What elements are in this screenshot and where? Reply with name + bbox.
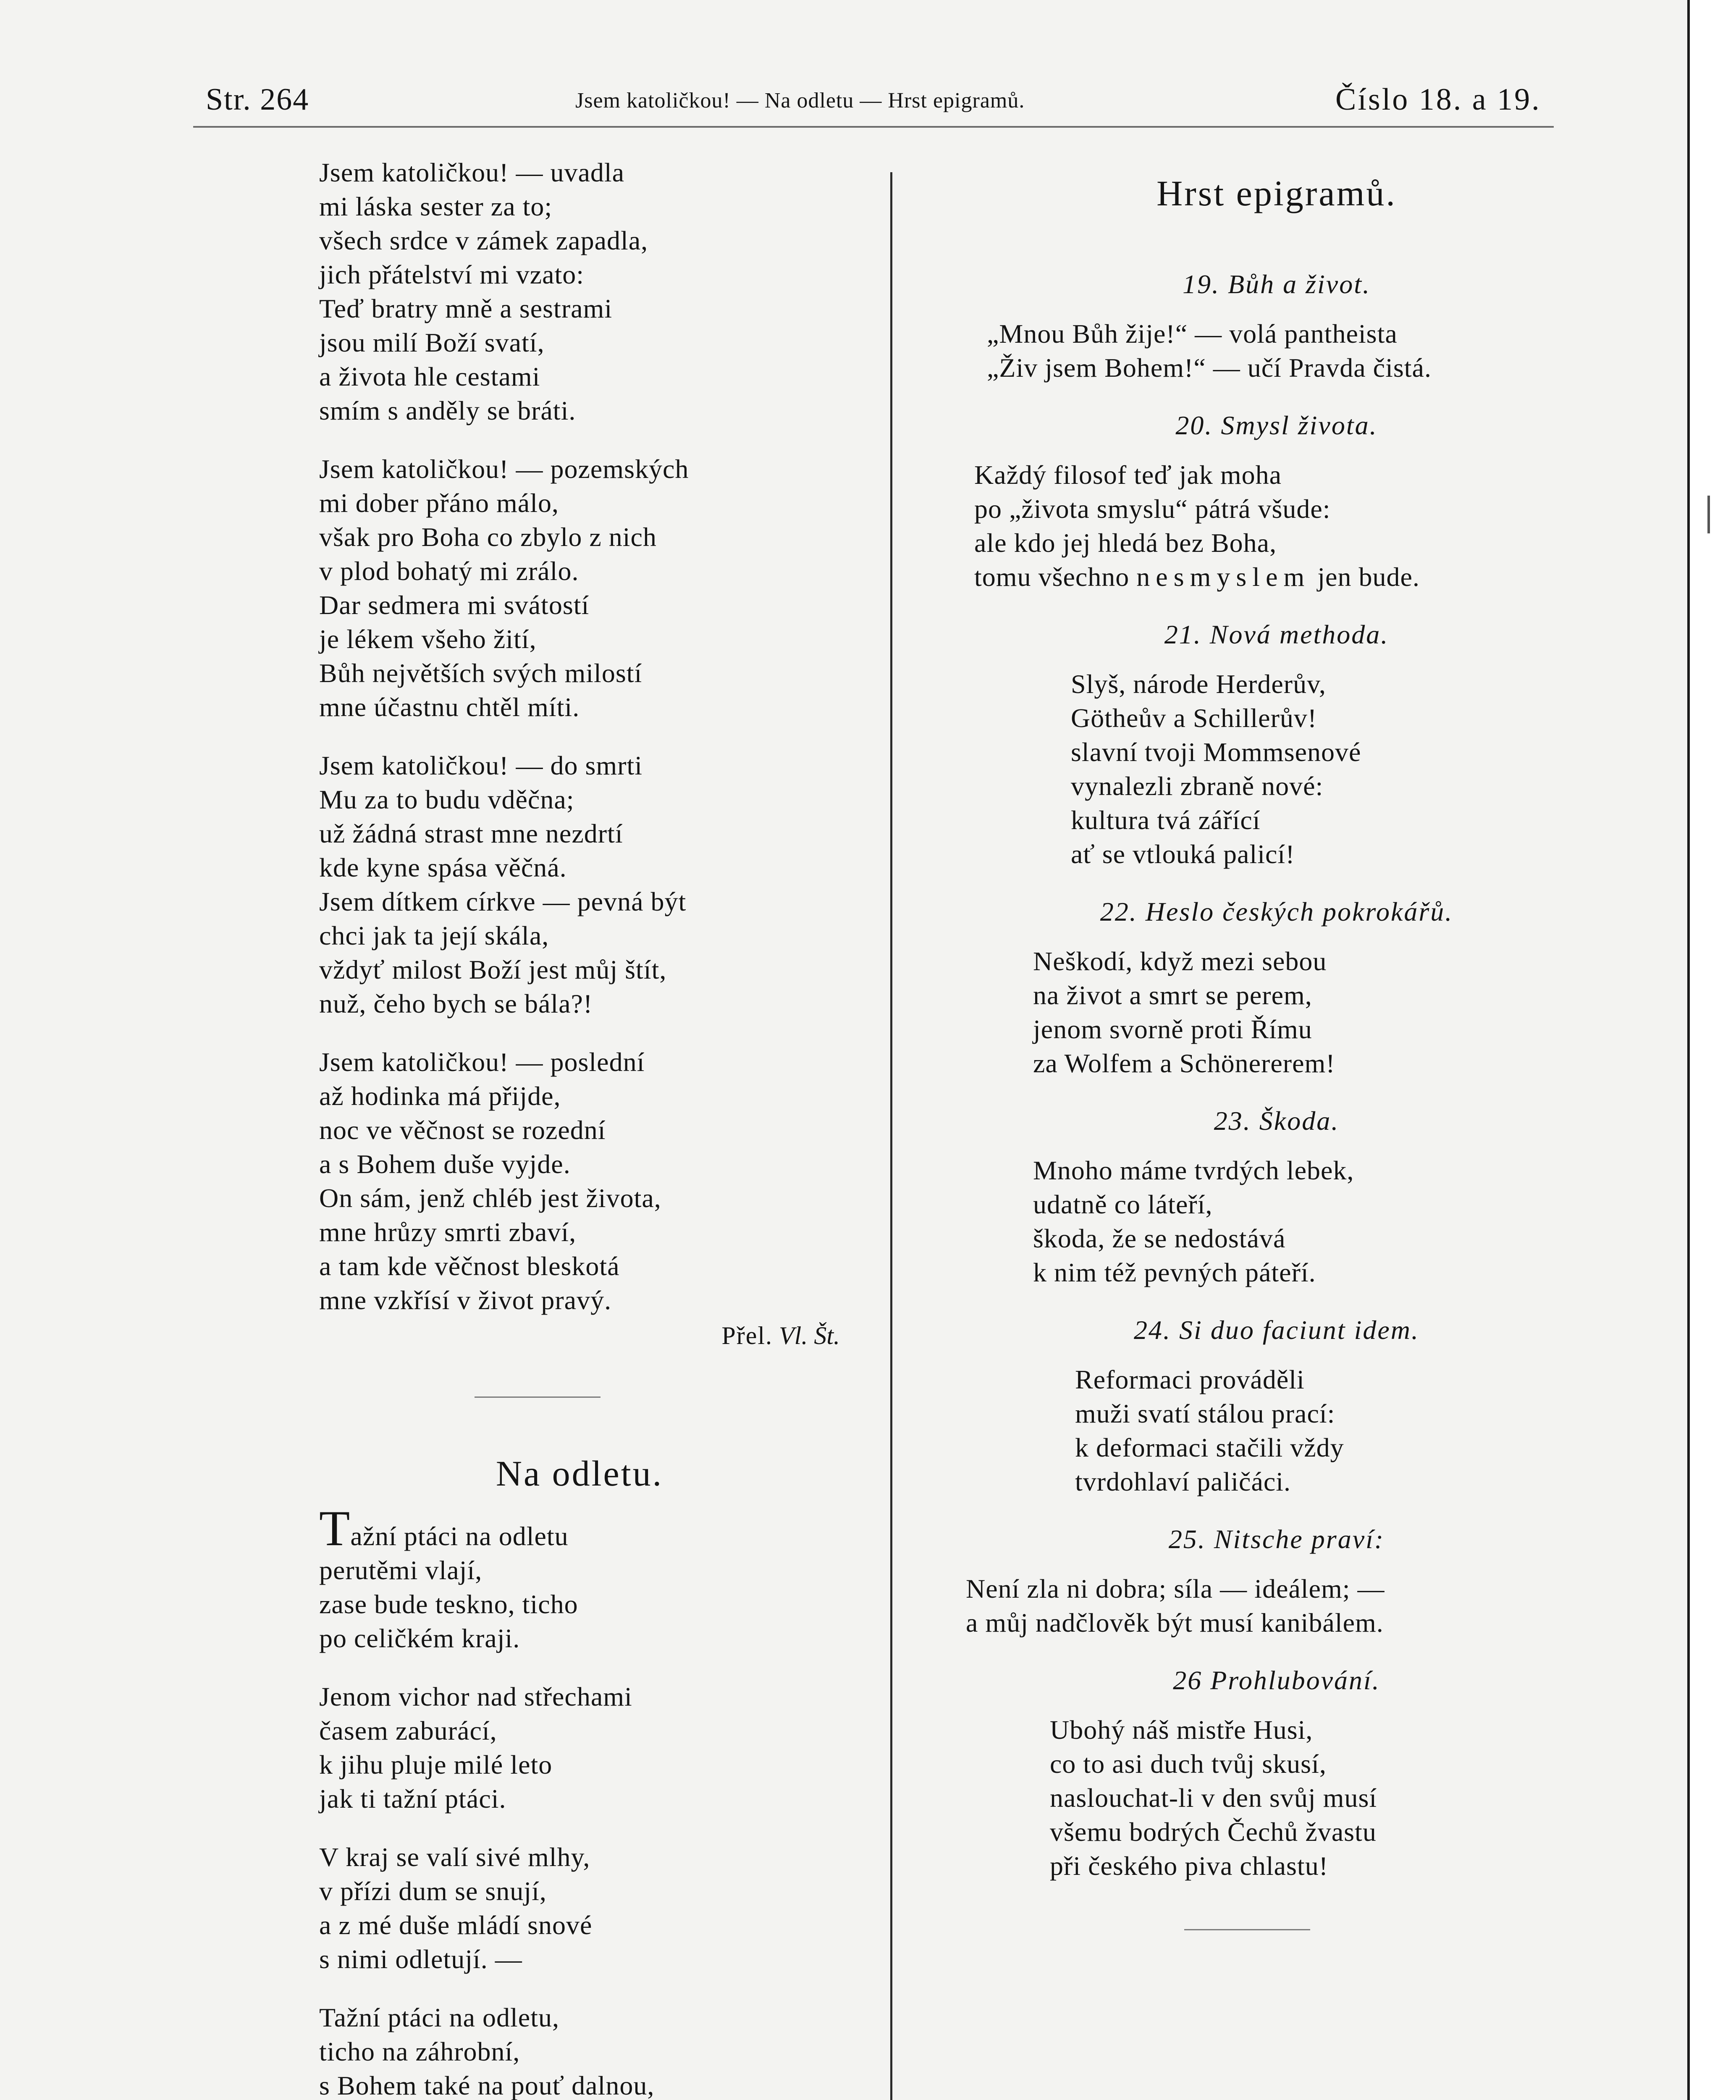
poem-line: V kraj se valí sivé mlhy,	[319, 1842, 590, 1872]
epigram-line: za Wolfem a Schönererem!	[1033, 1048, 1335, 1078]
page-number: Str. 264	[206, 82, 309, 117]
poem-line: mne účastnu chtěl míti.	[319, 692, 580, 722]
epigram-19	[962, 269, 1592, 385]
emphasized-word: nesmyslem	[1136, 562, 1311, 592]
poem-line: a života hle cestami	[319, 362, 540, 391]
poem-line: k jihu pluje milé leto	[319, 1750, 553, 1780]
poem-line: jich přátelství mi vzato:	[319, 260, 585, 289]
poem-line: a s Bohem duše vyjde.	[319, 1149, 571, 1179]
epigram-line: naslouchat-li v den svůj musí	[1050, 1783, 1377, 1813]
section-separator	[475, 1396, 601, 1398]
line-text: tomu všechno	[974, 562, 1130, 592]
poem-line: nuž, čeho bych se bála?!	[319, 989, 593, 1018]
poem-line: kde kyne spása věčná.	[319, 853, 567, 882]
epigram-title: 25. Nitsche praví:	[1168, 1524, 1385, 1554]
edge-mark	[1707, 496, 1710, 533]
epigram-line: Götheův a Schillerův!	[1071, 703, 1317, 733]
epigram-line: „Živ jsem Bohem!“ — učí Pravda čistá.	[987, 353, 1432, 383]
poem-line: s nimi odletují. —	[319, 1944, 522, 1974]
poem-line: Dar sedmera mi svátostí	[319, 590, 590, 620]
poem-line: v plod bohatý mi zrálo.	[319, 556, 579, 586]
poem-line: je lékem všeho žití,	[319, 624, 537, 654]
epigram-title: 22. Heslo českých pokrokářů.	[1100, 897, 1453, 927]
poem-line: zase bude teskno, ticho	[319, 1589, 578, 1619]
poem-line: až hodinka má přijde,	[319, 1081, 561, 1111]
issue-number: Číslo 18. a 19.	[1335, 82, 1541, 117]
epigram-23	[962, 1105, 1592, 1289]
epigram-body	[1071, 667, 1592, 871]
poem-line: Teď bratry mně a sestrami	[319, 294, 613, 323]
poem-line: jsou milí Boží svatí,	[319, 328, 545, 357]
poem-line: všech srdce v zámek zapadla,	[319, 226, 648, 255]
poem-line: s Bohem také na pouť dalnou,	[319, 2071, 655, 2100]
epigram-line: „Mnou Bůh žije!“ — volá pantheista	[987, 319, 1398, 349]
epigram-line: slavní tvoji Mommsenové	[1071, 737, 1361, 767]
poem-title-na-odletu: Na odletu.	[496, 1453, 663, 1494]
poem-line: perutěmi vlají,	[319, 1555, 483, 1585]
stanza	[319, 1680, 857, 1816]
epigram-line: kultura tvá zářící	[1071, 805, 1261, 835]
poem-line: po celičkém kraji.	[319, 1623, 520, 1653]
epigram-22	[962, 896, 1592, 1080]
epigram-line: všemu bodrých Čechů žvastu	[1050, 1817, 1377, 1847]
poem-line: Jsem katoličkou! — poslední	[319, 1047, 645, 1077]
stanza	[319, 2000, 857, 2100]
header-rule	[193, 126, 1554, 128]
poem-line: chci jak ta její skála,	[319, 921, 549, 950]
poem-line: Jsem katoličkou! — pozemských	[319, 454, 689, 484]
stanza	[319, 1500, 857, 1655]
epigram-body	[966, 1572, 1592, 1640]
epigram-body	[1033, 1153, 1592, 1289]
epigram-line: ať se vtlouká palicí!	[1071, 839, 1295, 869]
epigram-line: Ubohý náš mistře Husi,	[1050, 1715, 1313, 1745]
poem-line: Jenom vichor nad střechami	[319, 1682, 632, 1712]
translator-signature	[319, 1321, 840, 1350]
signature-initials: Vl. Št.	[779, 1322, 840, 1349]
poem-line: Mu za to budu vděčna;	[319, 785, 574, 814]
right-column	[962, 172, 1592, 1930]
running-title: Jsem katoličkou! — Na odletu — Hrst epigramů.	[575, 89, 1025, 113]
poem-line: Jsem katoličkou! — do smrti	[319, 751, 643, 780]
epigram-line: Každý filosof teď jak moha	[974, 460, 1282, 490]
poem-line: smím s anděly se bráti.	[319, 396, 576, 425]
column-divider	[890, 172, 892, 2100]
poem-line: Jsem dítkem církve — pevná být	[319, 887, 687, 916]
epigram-line: na život a smrt se perem,	[1033, 980, 1312, 1010]
poem-line: Tažní ptáci na odletu,	[319, 2003, 559, 2032]
poem-line: v přízi dum se snují,	[319, 1876, 547, 1906]
epigram-line: co to asi duch tvůj skusí,	[1050, 1749, 1327, 1779]
epigram-line: jenom svorně proti Římu	[1033, 1014, 1312, 1044]
epigram-line: tvrdohlaví paličáci.	[1075, 1467, 1291, 1496]
epigram-24	[962, 1315, 1592, 1499]
epigram-title: 26 Prohlubování.	[1173, 1665, 1380, 1695]
poem-line: On sám, jenž chléb jest života,	[319, 1183, 661, 1213]
stanza	[319, 1840, 857, 1976]
poem-line: Jsem katoličkou! — uvadla	[319, 158, 625, 187]
epigram-body	[1075, 1362, 1592, 1499]
poem-line: časem zaburácí,	[319, 1716, 497, 1746]
poem-line: a tam kde věčnost bleskotá	[319, 1251, 620, 1281]
epigram-title: 19. Bůh a život.	[1183, 269, 1371, 299]
poem-line: mne hrůzy smrti zbaví,	[319, 1217, 577, 1247]
drop-cap: T	[319, 1500, 351, 1556]
epigram-line: Mnoho máme tvrdých lebek,	[1033, 1155, 1354, 1185]
poem-line: už žádná strast mne nezdrtí	[319, 819, 623, 848]
poem-line: mi láska sester za to;	[319, 192, 553, 221]
epigram-line	[974, 560, 1592, 594]
poem-line	[319, 1500, 857, 1556]
first-line-text: ažní ptáci na odletu	[350, 1521, 569, 1551]
epigram-body	[1050, 1713, 1592, 1883]
stanza	[319, 1045, 857, 1317]
epigram-body	[987, 317, 1592, 385]
epigram-line: Neškodí, když mezi sebou	[1033, 946, 1327, 976]
poem-line: Bůh největších svých milostí	[319, 658, 642, 688]
line-text: jen bude.	[1317, 562, 1420, 592]
epigram-line: a můj nadčlověk být musí kanibálem.	[966, 1608, 1384, 1638]
epigrams-title: Hrst epigramů.	[1156, 173, 1397, 213]
epigram-body	[974, 458, 1592, 594]
epigram-line: Není zla ni dobra; síla — ideálem; —	[966, 1574, 1385, 1604]
closing-separator	[1184, 1929, 1310, 1930]
poem-line: noc ve věčnost se rozední	[319, 1115, 606, 1145]
signature-label: Přel.	[721, 1322, 773, 1349]
adjacent-page-edge	[1687, 0, 1736, 2100]
poem-line: jak ti tažní ptáci.	[319, 1784, 506, 1814]
poem-line: však pro Boha co zbylo z nich	[319, 522, 657, 552]
poem-na-odletu	[319, 1500, 857, 2100]
epigram-line: Slyš, národe Herderův,	[1071, 669, 1326, 699]
epigram-title: 24. Si duo faciunt idem.	[1134, 1315, 1419, 1345]
stanza	[319, 748, 857, 1021]
epigram-25	[962, 1524, 1592, 1640]
poem-line: ticho na záhrobní,	[319, 2037, 520, 2066]
stanza	[319, 155, 857, 428]
epigram-title: 21. Nová methoda.	[1164, 620, 1389, 649]
epigram-line: muži svatí stálou prací:	[1075, 1399, 1335, 1428]
epigram-body	[1033, 944, 1592, 1080]
epigram-title: 20. Smysl života.	[1175, 410, 1378, 440]
epigram-20	[962, 410, 1592, 594]
poem-line: mi dober přáno málo,	[319, 488, 559, 518]
epigram-line: po „života smyslu“ pátrá všude:	[974, 494, 1331, 524]
epigram-line: při českého piva chlastu!	[1050, 1851, 1328, 1881]
epigram-21	[962, 619, 1592, 871]
epigram-26	[962, 1665, 1592, 1883]
poem-line: a z mé duše mládí snové	[319, 1910, 593, 1940]
left-column	[319, 155, 857, 2100]
epigram-line: k deformaci stačili vždy	[1075, 1433, 1344, 1462]
epigram-line: Reformaci prováděli	[1075, 1365, 1305, 1394]
poem-line: mne vzkřísí v život pravý.	[319, 1285, 612, 1315]
epigram-line: vynalezli zbraně nové:	[1071, 771, 1324, 801]
epigram-line: ale kdo jej hledá bez Boha,	[974, 528, 1277, 558]
epigram-line: k nim též pevných páteří.	[1033, 1257, 1316, 1287]
epigram-line: škoda, že se nedostává	[1033, 1223, 1286, 1253]
stanza	[319, 452, 857, 724]
poem-line: vždyť milost Boží jest můj štít,	[319, 955, 667, 984]
poem-jsem-katolickou	[319, 155, 857, 1350]
epigram-title: 23. Škoda.	[1214, 1106, 1340, 1136]
epigram-line: udatně co láteří,	[1033, 1189, 1213, 1219]
